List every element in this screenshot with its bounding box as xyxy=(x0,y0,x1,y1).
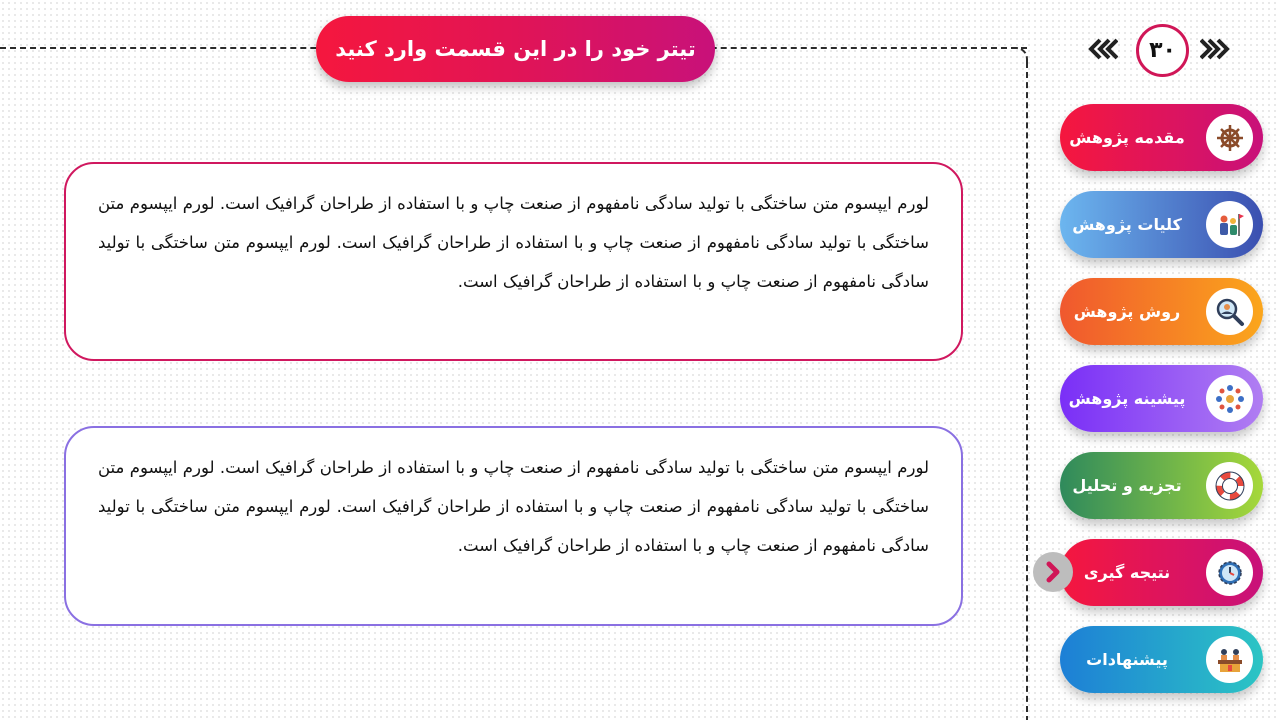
magnifier-person-icon xyxy=(1206,288,1253,335)
nav-item-label: کلیات پژوهش xyxy=(1072,215,1182,234)
content-box-1 xyxy=(64,162,963,361)
network-people-icon xyxy=(1206,375,1253,422)
next-page-icon[interactable] xyxy=(1200,33,1230,67)
gear-clock-icon xyxy=(1206,549,1253,596)
meeting-desk-icon xyxy=(1206,636,1253,683)
nav-item-label: تجزیه و تحلیل xyxy=(1072,476,1182,495)
nav-item-analysis[interactable] xyxy=(1060,452,1263,519)
paragraph-1: لورم ایپسوم متن ساختگی با تولید سادگی نامفهوم از صنعت چاپ و با استفاده از طراحان گرافیک است. لورم ایپسوم متن ساختگی با تولید سادگی نامفهوم از صنعت چاپ و با استفاده از طراحان گرافیک است. لورم ایپسوم متن ساختگی با تولید سادگی نامفهوم از صنعت چاپ و با استفاده از طراحان گرافیک است. xyxy=(98,194,929,291)
nav-item-label: پیشینه پژوهش xyxy=(1068,389,1186,408)
nav-item-conclusion[interactable] xyxy=(1060,539,1263,606)
previous-page-icon[interactable] xyxy=(1088,33,1118,67)
content-box-2 xyxy=(64,426,963,626)
paragraph-2: لورم ایپسوم متن ساختگی با تولید سادگی نامفهوم از صنعت چاپ و با استفاده از طراحان گرافیک است. لورم ایپسوم متن ساختگی با تولید سادگی نامفهوم از صنعت چاپ و با استفاده از طراحان گرافیک است. لورم ایپسوم متن ساختگی با تولید سادگی نامفهوم از صنعت چاپ و با استفاده از طراحان گرافیک است. xyxy=(98,458,929,555)
slide-title: تیتر خود را در این قسمت وارد کنید xyxy=(316,16,715,82)
nav-item-method[interactable] xyxy=(1060,278,1263,345)
nav-item-generalities[interactable] xyxy=(1060,191,1263,258)
nav-item-label: مقدمه پژوهش xyxy=(1069,128,1185,147)
dashed-frame-right xyxy=(1026,62,1028,720)
lifebuoy-icon xyxy=(1206,462,1253,509)
dashed-frame-corner xyxy=(1012,47,1028,63)
nav-item-introduction[interactable] xyxy=(1060,104,1263,171)
nav-item-suggestions[interactable] xyxy=(1060,626,1263,693)
team-flag-icon xyxy=(1206,201,1253,248)
nav-item-label: روش پژوهش xyxy=(1073,302,1181,321)
nav-item-label: نتیجه گیری xyxy=(1083,563,1171,582)
nav-item-label: پیشنهادات xyxy=(1086,650,1168,669)
ship-wheel-icon xyxy=(1206,114,1253,161)
active-item-indicator xyxy=(1033,552,1073,592)
nav-item-background[interactable] xyxy=(1060,365,1263,432)
page-number-badge: ۳۰ xyxy=(1136,24,1189,77)
